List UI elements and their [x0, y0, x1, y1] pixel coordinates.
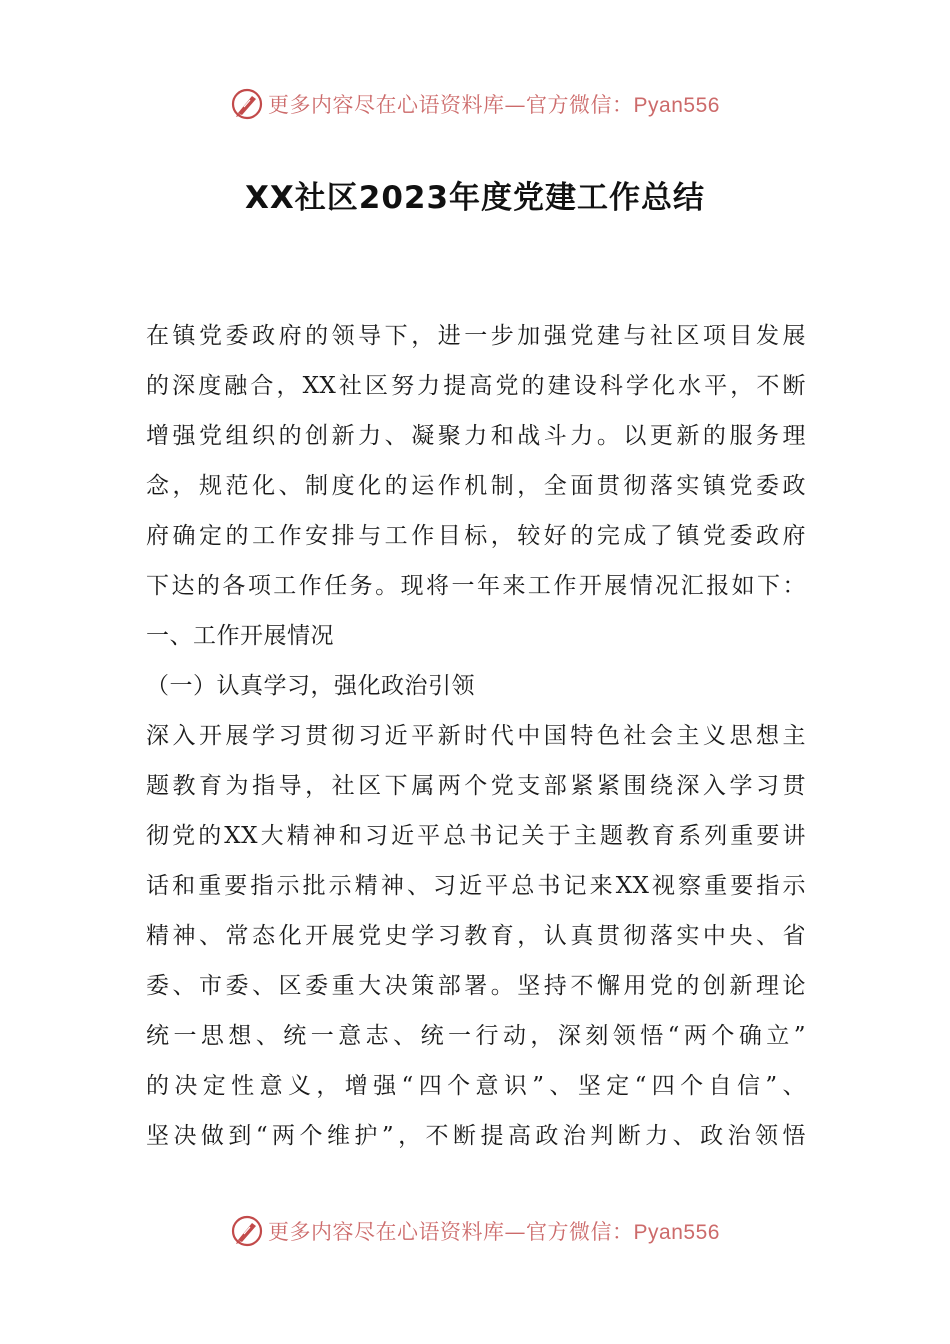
watermark-text: 更多内容尽在心语资料库—官方微信：Pyan556: [268, 93, 720, 117]
body-line: 坚决做到“两个维护”，不断提高政治判断力、政治领悟: [146, 1123, 806, 1149]
document-body: [146, 311, 806, 1161]
body-line: 下达的各项工作任务。现将一年来工作开展情况汇报如下：: [146, 573, 806, 599]
section-heading: 一、工作开展情况: [146, 623, 334, 649]
body-line: 精神、常态化开展党史学习教育，认真贯彻落实中央、省: [146, 923, 806, 949]
body-line: 的深度融合，XX社区努力提高党的建设科学化水平，不断: [146, 373, 806, 399]
footer-watermark: [0, 1211, 950, 1251]
body-line: 彻党的XX大精神和习近平总书记关于主题教育系列重要讲: [146, 823, 806, 849]
body-line: 府确定的工作安排与工作目标，较好的完成了镇党委政府: [146, 523, 806, 549]
body-line: 统一思想、统一意志、统一行动，深刻领悟“两个确立”: [146, 1023, 806, 1049]
wechat-id: Pyan556: [633, 94, 720, 117]
body-line: 的决定性意义，增强“四个意识”、坚定“四个自信”、: [146, 1073, 806, 1099]
wechat-id: Pyan556: [633, 1221, 720, 1244]
body-line: 增强党组织的创新力、凝聚力和战斗力。以更新的服务理: [146, 423, 806, 449]
body-line: 念，规范化、制度化的运作机制，全面贯彻落实镇党委政: [146, 473, 806, 499]
pen-nib-logo-icon: [230, 1214, 264, 1248]
body-line: 深入开展学习贯彻习近平新时代中国特色社会主义思想主: [146, 723, 806, 749]
body-line: 题教育为指导，社区下属两个党支部紧紧围绕深入学习贯: [146, 773, 806, 799]
body-line: 在镇党委政府的领导下，进一步加强党建与社区项目发展: [146, 323, 806, 349]
body-line: 委、市委、区委重大决策部署。坚持不懈用党的创新理论: [146, 973, 806, 999]
header-watermark: [0, 84, 950, 124]
subsection-heading: （一）认真学习，强化政治引领: [146, 673, 475, 699]
watermark-text: 更多内容尽在心语资料库—官方微信：Pyan556: [268, 1220, 720, 1244]
pen-nib-logo-icon: [230, 87, 264, 121]
document-title: XX社区2023年度党建工作总结: [244, 180, 706, 216]
body-line: 话和重要指示批示精神、习近平总书记来XX视察重要指示: [146, 873, 806, 899]
